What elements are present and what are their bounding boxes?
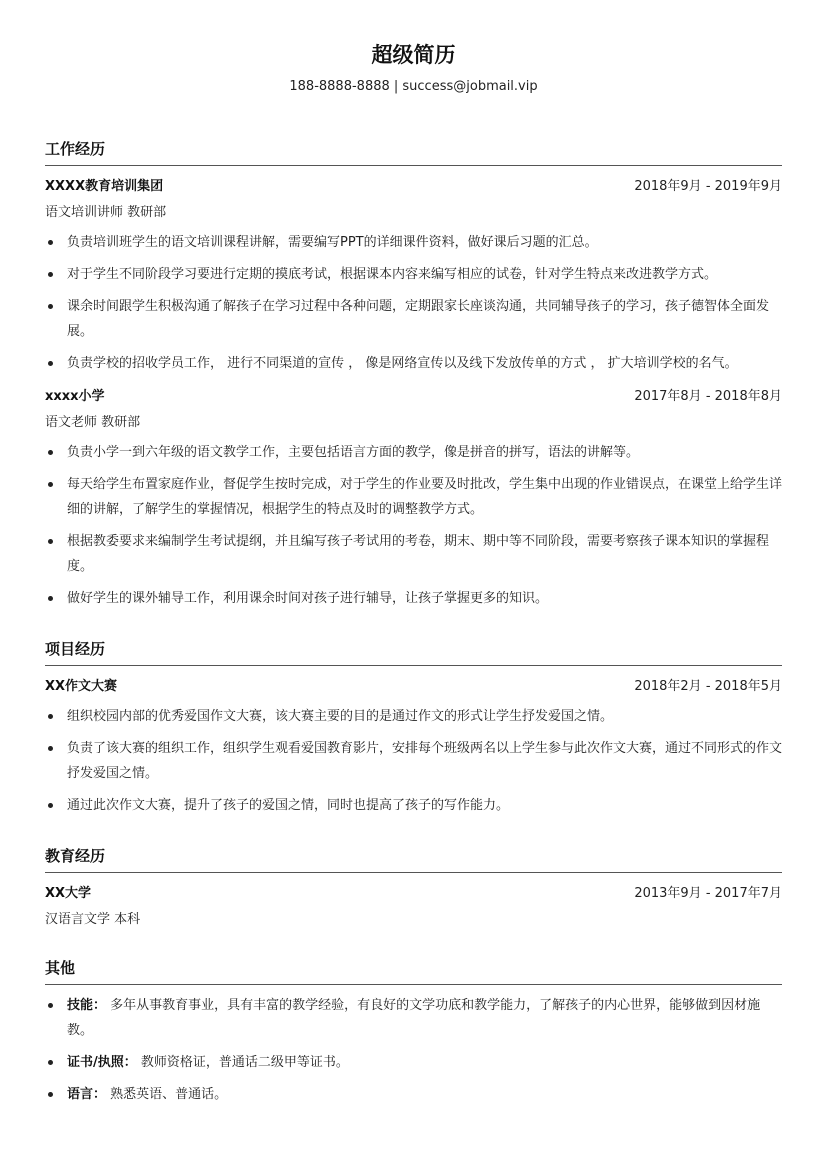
entry-header — [45, 177, 782, 197]
degree-major: 汉语言文学 本科 — [45, 912, 141, 927]
section-title: 工作经历 — [45, 139, 782, 166]
entry-header — [45, 677, 782, 697]
bullet-item: 对于学生不同阶段学习要进行定期的摸底考试，根据课本内容来编写相应的试卷，针对学生特点来改进教学方式。 — [45, 262, 782, 287]
bullet-list — [45, 440, 782, 611]
section-title: 项目经历 — [45, 639, 782, 666]
school-name: XX大学 — [45, 886, 92, 901]
bullet-item: 根据教委要求来编制学生考试提纲，并且编写孩子考试用的考卷，期末、期中等不同阶段，需要考察孩子课本知识的掌握程度。 — [45, 529, 782, 579]
bullet-item — [45, 1082, 782, 1107]
item-text: 多年从事教育事业，具有丰富的教学经验，有良好的文学功底和教学能力，了解孩子的内心世界，能够做到因材施教。 — [67, 998, 761, 1038]
bullet-list — [45, 704, 782, 818]
work-entry — [45, 387, 782, 611]
date-range: 2013年9月 - 2017年7月 — [634, 886, 782, 901]
job-role: 语文培训讲师 教研部 — [45, 205, 167, 220]
item-text: 熟悉英语、普通话。 — [110, 1087, 228, 1102]
bullet-list — [45, 230, 782, 376]
bullet-item: 通过此次作文大赛，提升了孩子的爱国之情，同时也提高了孩子的写作能力。 — [45, 793, 782, 818]
job-role: 语文老师 教研部 — [45, 415, 141, 430]
bullet-item: 做好学生的课外辅导工作，利用课余时间对孩子进行辅导，让孩子掌握更多的知识。 — [45, 586, 782, 611]
other-section — [45, 958, 782, 1107]
bullet-list — [45, 993, 782, 1107]
date-range: 2018年2月 - 2018年5月 — [634, 679, 782, 694]
item-label: 语言： — [67, 1087, 107, 1102]
project-experience-section — [45, 639, 782, 818]
date-range: 2018年9月 - 2019年9月 — [634, 179, 782, 194]
section-title: 其他 — [45, 958, 782, 985]
entry-header — [45, 884, 782, 904]
bullet-item: 负责了该大赛的组织工作，组织学生观看爱国教育影片，安排每个班级两名以上学生参与此次作文大赛，通过不同形式的作文抒发爱国之情。 — [45, 736, 782, 786]
bullet-item: 课余时间跟学生积极沟通了解孩子在学习过程中各种问题，定期跟家长座谈沟通，共同辅导孩子的学习，孩子德智体全面发展。 — [45, 294, 782, 344]
work-experience-section — [45, 139, 782, 611]
contact-info: 188-8888-8888 | success@jobmail.vip — [289, 79, 538, 94]
bullet-item — [45, 993, 782, 1043]
bullet-item: 组织校园内部的优秀爱国作文大赛，该大赛主要的目的是通过作文的形式让学生抒发爱国之情。 — [45, 704, 782, 729]
item-label: 证书/执照： — [67, 1055, 137, 1070]
resume-header — [45, 0, 782, 96]
project-name: XX作文大赛 — [45, 679, 118, 694]
organization-name: xxxx小学 — [45, 389, 105, 404]
item-label: 技能： — [67, 998, 107, 1013]
education-section — [45, 846, 782, 930]
bullet-item — [45, 1050, 782, 1075]
bullet-item: 每天给学生布置家庭作业，督促学生按时完成，对于学生的作业要及时批改，学生集中出现的作业错误点，在课堂上给学生详细的讲解，了解学生的掌握情况，根据学生的特点及时的调整教学方式。 — [45, 472, 782, 522]
project-entry — [45, 677, 782, 818]
date-range: 2017年8月 - 2018年8月 — [634, 389, 782, 404]
education-entry — [45, 884, 782, 930]
entry-header — [45, 387, 782, 407]
organization-name: XXXX教育培训集团 — [45, 179, 164, 194]
item-text: 教师资格证，普通话二级甲等证书。 — [140, 1055, 349, 1070]
section-title: 教育经历 — [45, 846, 782, 873]
bullet-item: 负责培训班学生的语文培训课程讲解，需要编写PPT的详细课件资料，做好课后习题的汇总。 — [45, 230, 782, 255]
work-entry — [45, 177, 782, 376]
bullet-item: 负责小学一到六年级的语文教学工作，主要包括语言方面的教学，像是拼音的拼写，语法的讲解等。 — [45, 440, 782, 465]
bullet-item: 负责学校的招收学员工作， 进行不同渠道的宣传 ， 像是网络宣传以及线下发放传单的方式 ， 扩大培训学校的名气。 — [45, 351, 782, 376]
candidate-name: 超级简历 — [371, 43, 456, 67]
